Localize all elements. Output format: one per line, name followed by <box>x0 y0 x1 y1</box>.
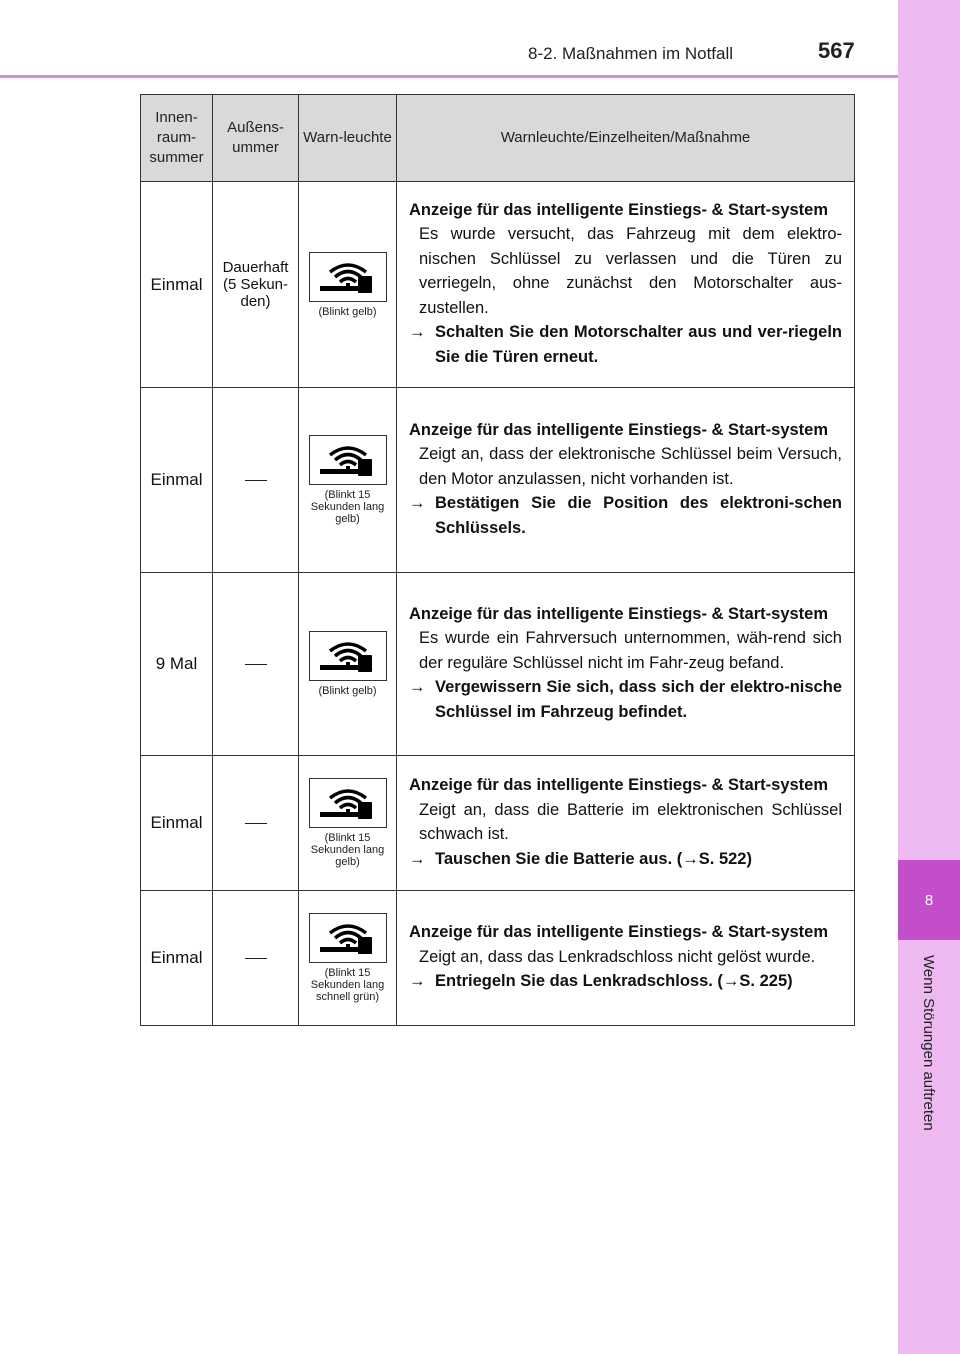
details-title: Anzeige für das intelligente Einstiegs- & Start-system <box>409 923 829 942</box>
details-cell <box>397 573 855 756</box>
outer-buzzer-cell <box>213 388 299 573</box>
details-title: Anzeige für das intelligente Einstiegs- & Start-system <box>409 776 829 794</box>
header-warning-light: Warn-leuchte <box>299 95 397 182</box>
table-row <box>141 182 855 388</box>
lamp-note: (Blinkt gelb) <box>318 685 377 697</box>
table-row <box>141 573 855 756</box>
smart-key-indicator-icon <box>316 441 380 479</box>
action-line <box>409 675 842 724</box>
table-row <box>141 891 855 1026</box>
header-divider <box>0 75 898 78</box>
none-dash <box>245 958 267 959</box>
smart-key-indicator-icon <box>316 258 380 296</box>
header-details: Warnleuchte/Einzelheiten/Maßnahme <box>397 95 855 182</box>
chapter-number: 8 <box>924 891 934 909</box>
page-number: 567 <box>818 38 855 63</box>
action-text: Bestätigen Sie die Position des elektroni-schen Schlüssels. <box>435 494 842 537</box>
smart-key-indicator-icon <box>316 784 380 822</box>
inner-buzzer-cell: Einmal <box>141 182 213 388</box>
warning-light-cell <box>299 388 397 573</box>
action-line <box>409 847 842 872</box>
inner-buzzer-cell: Einmal <box>141 756 213 891</box>
action-text: Schalten Sie den Motorschalter aus und ver-riegeln Sie die Türen erneut. <box>435 323 842 366</box>
table-row <box>141 756 855 891</box>
warning-light-cell <box>299 573 397 756</box>
inner-buzzer-cell: Einmal <box>141 891 213 1026</box>
arrow-icon: → <box>409 678 426 697</box>
details-cell <box>397 756 855 891</box>
smart-key-indicator-icon <box>316 637 380 675</box>
header-outer-buzzer: Außens-ummer <box>213 95 299 182</box>
details-cell <box>397 182 855 388</box>
details-text: Zeigt an, dass das Lenkradschloss nicht gelöst wurde. <box>419 947 816 966</box>
action-line <box>409 969 842 994</box>
details-cell <box>397 388 855 573</box>
smart-key-indicator-icon <box>316 919 380 957</box>
inner-buzzer-cell: Einmal <box>141 388 213 573</box>
chapter-title-tab <box>898 955 960 1175</box>
arrow-icon: → <box>409 494 426 513</box>
action-text: Vergewissern Sie sich, dass sich der elektro-nische Schlüssel im Fahrzeug befindet. <box>435 678 842 721</box>
none-dash <box>245 823 267 824</box>
table-row <box>141 388 855 573</box>
lamp-note: (Blinkt gelb) <box>318 305 377 318</box>
details-text: Zeigt an, dass die Batterie im elektronischen Schlüssel schwach ist. <box>419 800 842 843</box>
action-line <box>409 320 842 369</box>
outer-buzzer-cell <box>213 891 299 1026</box>
action-line <box>409 491 842 540</box>
outer-buzzer-cell <box>213 756 299 891</box>
outer-buzzer-cell: Dauerhaft (5 Sekun-den) <box>213 182 299 388</box>
header-inner-buzzer: Innen-raum-summer <box>141 95 213 182</box>
table-header-row <box>141 95 855 182</box>
details-cell <box>397 891 855 1026</box>
arrow-icon: → <box>409 849 426 868</box>
arrow-icon: → <box>409 972 426 991</box>
details-title: Anzeige für das intelligente Einstiegs- & Start-system <box>409 604 829 623</box>
none-dash <box>245 664 267 665</box>
warning-light-cell <box>299 182 397 388</box>
details-text: Es wurde ein Fahrversuch unternommen, wäh-rend sich der reguläre Schlüssel nicht im Fahr-zeug befand. <box>419 629 842 672</box>
lamp-note: (Blinkt 15 Sekunden lang gelb) <box>310 489 385 525</box>
lamp-note: (Blinkt 15 Sekunden lang gelb) <box>310 832 385 868</box>
warning-light-cell <box>299 891 397 1026</box>
details-title: Anzeige für das intelligente Einstiegs- & Start-system <box>409 200 829 219</box>
warning-table <box>140 94 855 1026</box>
warning-light-cell <box>299 756 397 891</box>
details-title: Anzeige für das intelligente Einstiegs- & Start-system <box>409 420 829 439</box>
section-title: 8-2. Maßnahmen im Notfall <box>528 44 734 63</box>
outer-buzzer-cell <box>213 573 299 756</box>
chapter-number-tab <box>898 860 960 940</box>
none-dash <box>245 480 267 481</box>
chapter-title: Wenn Störungen auftreten <box>920 955 937 1131</box>
action-text: Entriegeln Sie das Lenkradschloss. (→S. 225) <box>435 972 793 991</box>
action-text: Tauschen Sie die Batterie aus. (→S. 522) <box>435 849 752 868</box>
inner-buzzer-cell: 9 Mal <box>141 573 213 756</box>
details-text: Es wurde versucht, das Fahrzeug mit dem elektro-nischen Schlüssel zu verlassen und die Türen zu verriegeln, ohne zunächst den Motorschalter aus-zustellen. <box>419 225 842 317</box>
arrow-icon: → <box>409 323 426 342</box>
details-text: Zeigt an, dass der elektronische Schlüssel beim Versuch, den Motor anzulassen, nicht vorhanden ist. <box>419 445 842 488</box>
lamp-note: (Blinkt 15 Sekunden lang schnell grün) <box>310 967 385 1003</box>
